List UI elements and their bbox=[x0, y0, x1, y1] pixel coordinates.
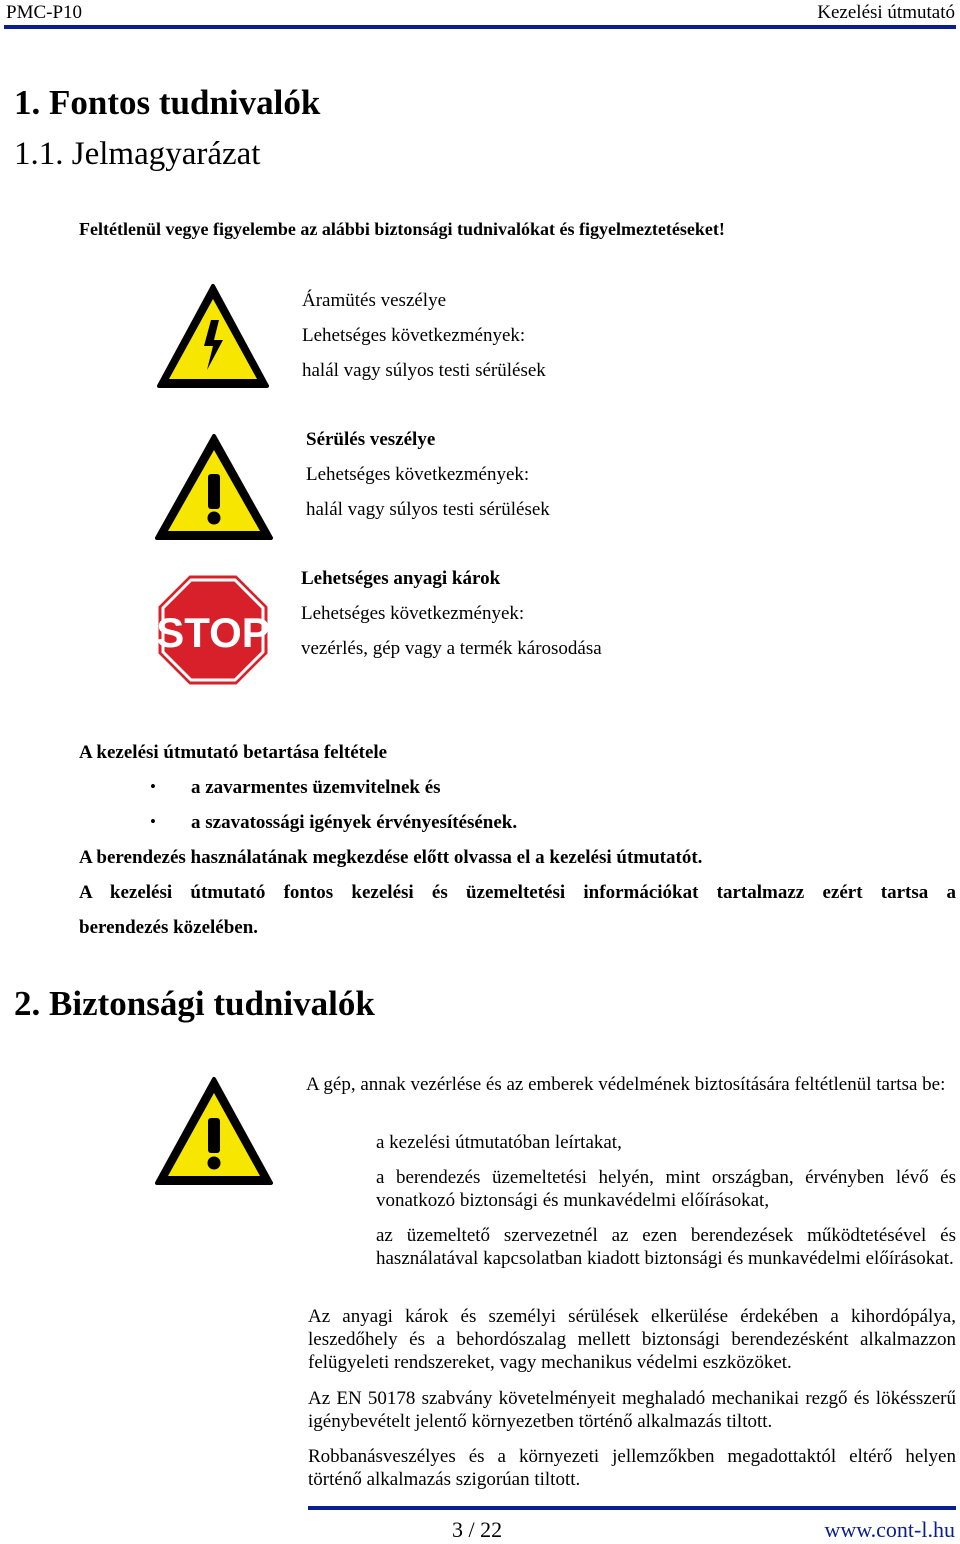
section1-subtitle: 1.1. Jelmagyarázat bbox=[14, 136, 261, 172]
bullet-marker: • bbox=[150, 812, 156, 831]
section2-title: 2. Biztonsági tudnivalók bbox=[14, 984, 375, 1023]
bullet-item: a zavarmentes üzemvitelnek és bbox=[191, 777, 441, 798]
header-doc-title: Kezelési útmutató bbox=[817, 2, 955, 23]
section2-intro: A gép, annak vezérlése és az emberek védelmének biztosítására feltétlenül tartsa be: bbox=[306, 1074, 946, 1095]
safety-item: a berendezés üzemeltetési helyén, mint országban, érvényben lévő és vonatkozó biztonsági és munkavédelmi előírásokat, bbox=[376, 1167, 956, 1211]
safety-paragraph: Az anyagi károk és személyi sérülések elkerülése érdekében a kihordópálya, leszedőhely és a behordószalag mellett biztonsági berendezésként alkalmazzon felügyeleti rendszereket, vagy mechanikus védelmi eszközöket. bbox=[308, 1306, 956, 1373]
general-warning-icon bbox=[153, 432, 275, 542]
paragraph-read-manual: A berendezés használatának megkezdése előtt olvassa el a kezelési útmutatót. bbox=[79, 847, 703, 868]
page-number: 3 / 22 bbox=[452, 1517, 503, 1542]
electric-shock-warning-icon bbox=[155, 282, 271, 390]
legend-title-damage: Lehetséges anyagi károk bbox=[301, 568, 501, 589]
safety-paragraph: Az EN 50178 szabvány követelményeit meghaladó mechanikai rezgő és lökésszerű igénybevételt jelentő környezetben történő alkalmazás tiltott. bbox=[308, 1388, 956, 1432]
condition-title: A kezelési útmutató betartása feltétele bbox=[79, 742, 388, 763]
legend-line2-electric: halál vagy súlyos testi sérülések bbox=[302, 360, 546, 381]
safety-item: a kezelési útmutatóban leírtakat, bbox=[376, 1132, 622, 1153]
bullet-item: a szavatossági igények érvényesítésének. bbox=[191, 812, 518, 833]
section1-intro: Feltétlenül vegye figyelembe az alábbi biztonsági tudnivalókat és figyelmeztetéseket! bbox=[79, 219, 725, 239]
header-doc-code: PMC-P10 bbox=[6, 2, 83, 23]
legend-line1-damage: Lehetséges következmények: bbox=[301, 603, 525, 624]
footer-rule bbox=[308, 1506, 956, 1510]
safety-item: az üzemeltető szervezetnél az ezen berendezések működtetésével és használatával kapcsolatban kiadott biztonsági és munkavédelmi előírásokat. bbox=[376, 1225, 956, 1269]
legend-title-injury: Sérülés veszélye bbox=[306, 429, 436, 450]
stop-sign-icon bbox=[155, 572, 271, 688]
legend-line1-electric: Lehetséges következmények: bbox=[302, 325, 526, 346]
safety-paragraph: Robbanásveszélyes és a környezeti jellemzőkben megadottaktól eltérő helyen történő alkalmazás szigorúan tiltott. bbox=[308, 1446, 956, 1490]
general-warning-icon bbox=[153, 1075, 275, 1187]
paragraph-keep-manual-line2: berendezés közelében. bbox=[79, 917, 259, 938]
legend-title-electric: Áramütés veszélye bbox=[302, 290, 447, 311]
legend-line2-damage: vezérlés, gép vagy a termék károsodása bbox=[301, 638, 602, 659]
paragraph-keep-manual-line1: A kezelési útmutató fontos kezelési és üzemeltetési információkat tartalmazz ezért tartsa a bbox=[79, 882, 956, 903]
legend-line2-injury: halál vagy súlyos testi sérülések bbox=[306, 499, 550, 520]
footer-website-link[interactable]: www.cont-l.hu bbox=[824, 1517, 955, 1542]
header-rule bbox=[4, 25, 956, 29]
section1-title: 1. Fontos tudnivalók bbox=[14, 83, 321, 122]
stop-sign-text: STOP bbox=[156, 609, 270, 656]
legend-line1-injury: Lehetséges következmények: bbox=[306, 464, 530, 485]
bullet-marker: • bbox=[150, 777, 156, 796]
